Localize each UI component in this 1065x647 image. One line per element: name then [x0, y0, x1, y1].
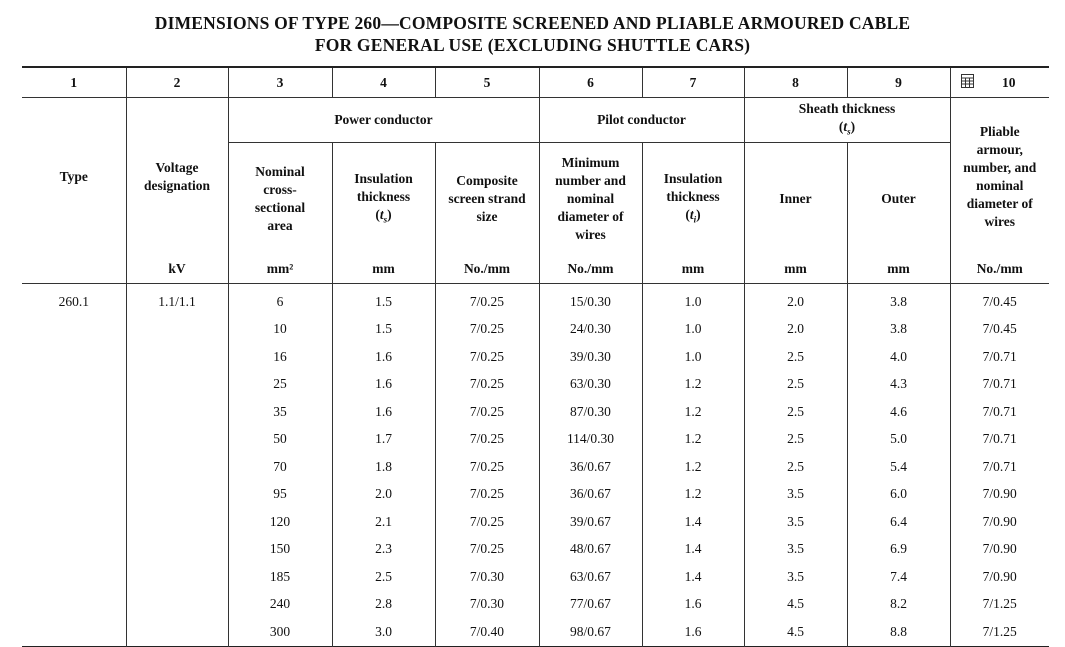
- table-cell: [22, 508, 126, 536]
- header-text: nominal: [976, 177, 1024, 193]
- table-icon[interactable]: [961, 74, 974, 88]
- table-cell: [22, 591, 126, 619]
- table-cell: 1.1/1.1: [126, 284, 228, 316]
- table-cell: 3.0: [332, 618, 435, 646]
- table-cell: 7/0.90: [950, 481, 1049, 509]
- table-cell: 300: [228, 618, 332, 646]
- table-cell: 185: [228, 563, 332, 591]
- table-row: [22, 508, 1049, 536]
- table-cell: 150: [228, 536, 332, 564]
- table-cell: 7/0.45: [950, 284, 1049, 316]
- table-cell: 7/0.25: [435, 481, 539, 509]
- header-text: Minimum: [561, 155, 620, 170]
- table-cell: 1.6: [332, 398, 435, 426]
- table-cell: [22, 371, 126, 399]
- table-cell: 2.0: [744, 284, 847, 316]
- column-number-row: [22, 67, 1049, 98]
- table-cell: 7/0.25: [435, 426, 539, 454]
- header-text: Sheath thickness: [798, 100, 896, 116]
- table-cell: 3.8: [847, 284, 950, 316]
- table-cell: 39/0.67: [539, 508, 642, 536]
- unit-cell: mm²: [228, 255, 332, 284]
- table-cell: 7/1.25: [950, 618, 1049, 646]
- table-cell: 63/0.67: [539, 563, 642, 591]
- col-number: 8: [744, 67, 847, 98]
- table-row: [22, 563, 1049, 591]
- table-cell: 7/0.90: [950, 536, 1049, 564]
- table-row: [22, 284, 1049, 316]
- header-insulation-pilot: Insulation thickness $(t_i)$: [642, 143, 744, 256]
- header-sheath-inner: Inner: [744, 143, 847, 256]
- table-row: [22, 536, 1049, 564]
- header-text: cross-: [263, 182, 297, 197]
- table-cell: 1.6: [642, 618, 744, 646]
- col-number: 2: [126, 67, 228, 98]
- table-cell: 4.5: [744, 591, 847, 619]
- table-cell: 4.5: [744, 618, 847, 646]
- header-text: wires: [575, 227, 606, 242]
- table-cell: 3.5: [744, 508, 847, 536]
- header-text: area: [267, 218, 293, 233]
- table-cell: 1.5: [332, 316, 435, 344]
- table-cell: 3.5: [744, 481, 847, 509]
- symbol: t: [689, 206, 694, 222]
- table-cell: 24/0.30: [539, 316, 642, 344]
- group-power-conductor: Power conductor: [228, 98, 539, 143]
- header-composite-screen: [435, 143, 539, 256]
- col-number: 5: [435, 67, 539, 98]
- unit-cell: No./mm: [950, 255, 1049, 284]
- table-cell: [22, 316, 126, 344]
- table-cell: 8.8: [847, 618, 950, 646]
- symbol-sub: i: [693, 214, 697, 225]
- table-cell: 1.6: [332, 343, 435, 371]
- table-row: [22, 316, 1049, 344]
- symbol: t: [379, 206, 384, 222]
- table-cell: 48/0.67: [539, 536, 642, 564]
- table-cell: 2.5: [332, 563, 435, 591]
- table-cell: 3.8: [847, 316, 950, 344]
- col-number: 10: [1002, 74, 1016, 90]
- unit-cell: mm: [847, 255, 950, 284]
- table-cell: 36/0.67: [539, 481, 642, 509]
- table-cell: 120: [228, 508, 332, 536]
- group-header-row: [22, 98, 1049, 143]
- table-cell: 2.5: [744, 398, 847, 426]
- table-cell: 7/0.25: [435, 284, 539, 316]
- title-line-2: FOR GENERAL USE (EXCLUDING SHUTTLE CARS): [314, 35, 751, 55]
- table-cell: 7/0.25: [435, 398, 539, 426]
- table-cell: [126, 591, 228, 619]
- table-cell: 1.6: [642, 591, 744, 619]
- header-text: number, and: [963, 159, 1037, 175]
- symbol-sub: s: [383, 214, 388, 225]
- table-cell: [22, 398, 126, 426]
- table-cell: 260.1: [58, 293, 89, 309]
- table-cell: 63/0.30: [539, 371, 642, 399]
- group-pilot-conductor: Pilot conductor: [539, 98, 744, 143]
- table-cell: 7/1.25: [950, 591, 1049, 619]
- header-text: diameter of: [966, 195, 1033, 211]
- col-number: 9: [847, 67, 950, 98]
- table-cell: 3.5: [744, 536, 847, 564]
- unit-cell: [22, 255, 126, 284]
- table-cell: [22, 536, 126, 564]
- header-text: designation: [143, 177, 211, 193]
- table-cell: 7/0.71: [950, 453, 1049, 481]
- unit-cell: kV: [126, 255, 228, 284]
- table-cell: 25: [228, 371, 332, 399]
- table-cell: 2.0: [332, 481, 435, 509]
- table-cell: [126, 618, 228, 646]
- table-cell: 1.2: [642, 371, 744, 399]
- table-cell: [126, 453, 228, 481]
- col-number: 4: [332, 67, 435, 98]
- table-cell: 7/0.71: [950, 426, 1049, 454]
- header-text: sectional: [254, 200, 306, 215]
- table-cell: 1.4: [642, 563, 744, 591]
- table-cell: [126, 536, 228, 564]
- table-cell: [22, 618, 126, 646]
- header-type: Type: [59, 168, 88, 184]
- table-row: [22, 591, 1049, 619]
- table-cell: 35: [228, 398, 332, 426]
- table-cell: 2.5: [744, 343, 847, 371]
- table-cell: 1.2: [642, 426, 744, 454]
- table-cell: 4.6: [847, 398, 950, 426]
- table-cell: 39/0.30: [539, 343, 642, 371]
- table-cell: 2.5: [744, 426, 847, 454]
- title-line-1: DIMENSIONS OF TYPE 260—COMPOSITE SCREENED AND PLIABLE ARMOURED CABLE: [154, 13, 911, 33]
- table-cell: 5.0: [847, 426, 950, 454]
- table-row: [22, 343, 1049, 371]
- table-row: [22, 618, 1049, 646]
- units-row: [22, 255, 1049, 284]
- table-cell: 1.2: [642, 398, 744, 426]
- header-text: wires: [984, 213, 1015, 229]
- table-cell: 7/0.71: [950, 343, 1049, 371]
- table-cell: 36/0.67: [539, 453, 642, 481]
- table-cell: 7/0.90: [950, 508, 1049, 536]
- table-cell: 1.2: [642, 453, 744, 481]
- cable-dimensions-table: [22, 66, 1049, 647]
- header-text: armour,: [976, 141, 1023, 157]
- table-cell: 6.9: [847, 536, 950, 564]
- header-insulation-power: Insulation thickness $(t_s)$: [332, 143, 435, 256]
- table-cell: 1.2: [642, 481, 744, 509]
- table-cell: 3.5: [744, 563, 847, 591]
- header-text: thickness: [356, 188, 411, 204]
- table-cell: 240: [228, 591, 332, 619]
- table-cell: 87/0.30: [539, 398, 642, 426]
- col-number-10: [950, 67, 1049, 98]
- table-cell: 7/0.30: [435, 563, 539, 591]
- col-number: 1: [22, 67, 126, 98]
- table-cell: [22, 453, 126, 481]
- table-cell: 7/0.25: [435, 343, 539, 371]
- table-row: [22, 481, 1049, 509]
- col-number: 3: [228, 67, 332, 98]
- unit-cell: mm: [744, 255, 847, 284]
- header-text: thickness: [666, 188, 720, 204]
- table-cell: 77/0.67: [539, 591, 642, 619]
- table-cell: 7/0.90: [950, 563, 1049, 591]
- table-cell: [126, 508, 228, 536]
- header-voltage: [126, 98, 228, 256]
- header-pilot-min-wires: [539, 143, 642, 256]
- col-number: 7: [642, 67, 744, 98]
- table-cell: 114/0.30: [539, 426, 642, 454]
- header-text: nominal: [566, 191, 615, 206]
- table-cell: 4.3: [847, 371, 950, 399]
- table-cell: 50: [228, 426, 332, 454]
- data-rows: [22, 284, 1049, 647]
- table-cell: 98/0.67: [539, 618, 642, 646]
- table-row: [22, 453, 1049, 481]
- unit-cell: mm: [642, 255, 744, 284]
- header-text: screen strand: [448, 191, 526, 206]
- table-cell: 6.0: [847, 481, 950, 509]
- table-cell: 1.6: [332, 371, 435, 399]
- table-cell: 1.4: [642, 536, 744, 564]
- header-text: size: [476, 209, 498, 224]
- table-cell: 1.8: [332, 453, 435, 481]
- table-cell: 2.1: [332, 508, 435, 536]
- header-sheath-outer: Outer: [847, 143, 950, 256]
- table-cell: 7/0.25: [435, 508, 539, 536]
- table-cell: [22, 481, 126, 509]
- table-cell: [126, 398, 228, 426]
- table-cell: [126, 343, 228, 371]
- unit-cell: No./mm: [435, 255, 539, 284]
- table-cell: [22, 563, 126, 591]
- header-text: number and: [555, 173, 626, 188]
- unit-cell: No./mm: [539, 255, 642, 284]
- table-cell: 7/0.25: [435, 371, 539, 399]
- table-cell: 7.4: [847, 563, 950, 591]
- table-cell: 6.4: [847, 508, 950, 536]
- table-cell: 2.5: [744, 453, 847, 481]
- table-cell: 7/0.40: [435, 618, 539, 646]
- table-cell: 16: [228, 343, 332, 371]
- symbol: t: [843, 118, 848, 134]
- table-row: [22, 398, 1049, 426]
- table-cell: 1.5: [332, 284, 435, 316]
- col-number: 6: [539, 67, 642, 98]
- header-text: diameter of: [557, 209, 624, 224]
- table-cell: 8.2: [847, 591, 950, 619]
- table-cell: 1.0: [642, 343, 744, 371]
- table-row: [22, 371, 1049, 399]
- header-pliable-armour: [950, 98, 1049, 256]
- table-cell: 2.8: [332, 591, 435, 619]
- table-cell: 7/0.71: [950, 371, 1049, 399]
- table-cell: 6: [228, 284, 332, 316]
- header-text: Composite: [456, 173, 518, 188]
- table-cell: 7/0.30: [435, 591, 539, 619]
- table-cell: 5.4: [847, 453, 950, 481]
- header-text: Pliable: [979, 123, 1020, 139]
- header-text: Insulation: [663, 170, 723, 186]
- table-cell: [126, 316, 228, 344]
- table-cell: 7/0.25: [435, 453, 539, 481]
- table-cell: 1.7: [332, 426, 435, 454]
- header-nominal-area: [228, 143, 332, 256]
- header-text: Voltage: [155, 159, 199, 175]
- table-cell: 10: [228, 316, 332, 344]
- table-cell: 95: [228, 481, 332, 509]
- table-cell: 1.0: [642, 284, 744, 316]
- table-cell: [22, 343, 126, 371]
- table-cell: 2.0: [744, 316, 847, 344]
- table-cell: [126, 426, 228, 454]
- table-cell: 1.4: [642, 508, 744, 536]
- table-cell: 4.0: [847, 343, 950, 371]
- symbol-sub: s: [847, 126, 851, 137]
- table-cell: 7/0.71: [950, 398, 1049, 426]
- table-cell: [126, 563, 228, 591]
- table-cell: 2.5: [744, 371, 847, 399]
- table-cell: 70: [228, 453, 332, 481]
- group-sheath-thickness: Sheath thickness $(t_s)$: [744, 98, 950, 143]
- document-title: [0, 12, 1065, 56]
- header-text: Insulation: [354, 170, 413, 186]
- table-cell: [22, 426, 126, 454]
- table-cell: 7/0.25: [435, 536, 539, 564]
- table-cell: 1.0: [642, 316, 744, 344]
- table-cell: [126, 481, 228, 509]
- table-cell: 7/0.45: [950, 316, 1049, 344]
- table-row: [22, 426, 1049, 454]
- table-cell: 2.3: [332, 536, 435, 564]
- table-cell: [126, 371, 228, 399]
- unit-cell: mm: [332, 255, 435, 284]
- table-cell: 15/0.30: [539, 284, 642, 316]
- table-cell: 7/0.25: [435, 316, 539, 344]
- header-text: Nominal: [255, 164, 305, 179]
